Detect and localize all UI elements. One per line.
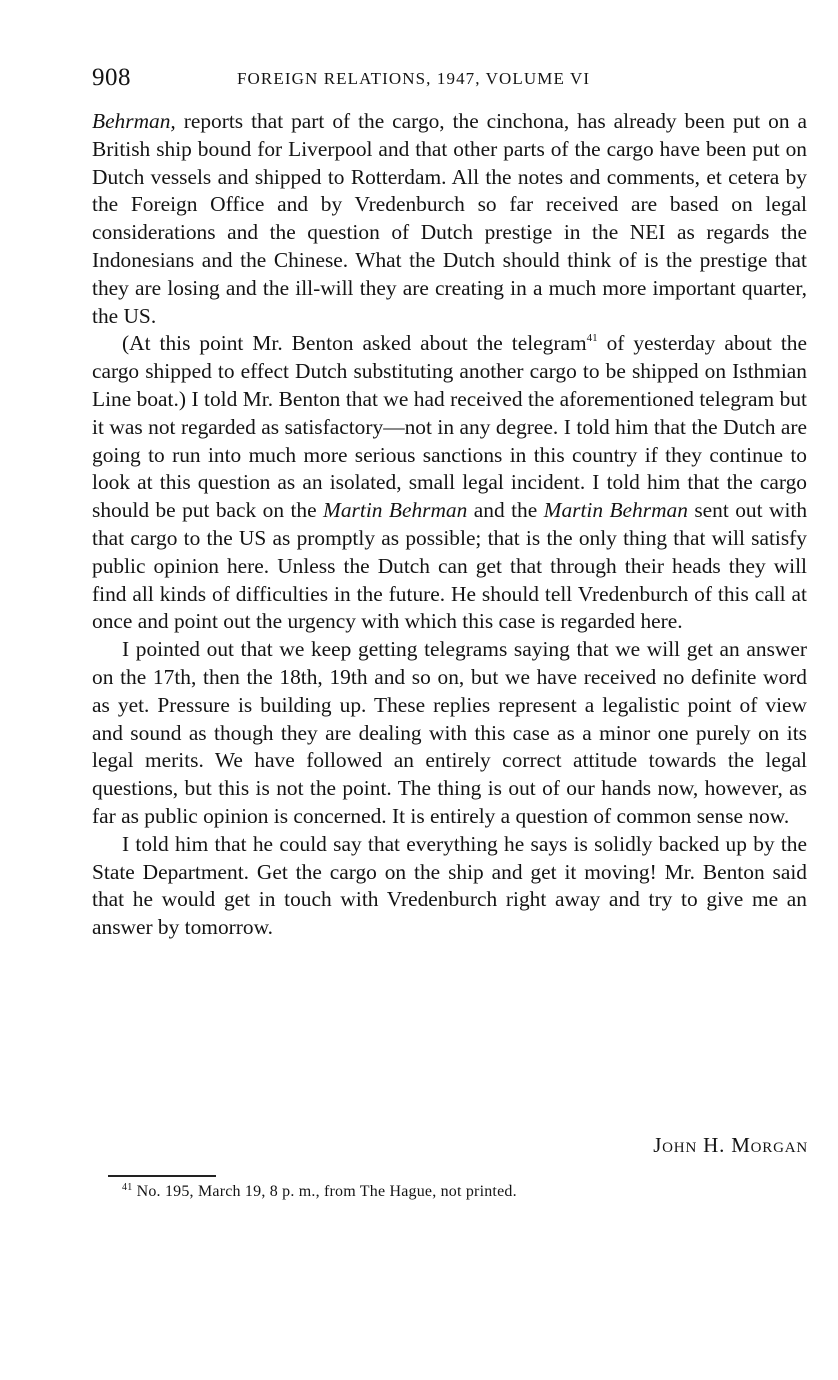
ship-name-italic: Martin Behrman: [323, 498, 468, 523]
paragraph-1-text: reports that part of the cargo, the cinchona, has already been put on a British ship bound for Liverpool and that other parts of the cargo have been put on Dutch vessels and shipped to Rotterdam. All the notes and comments, et cetera by the Foreign Office and by Vredenburch so far received are based on legal considerations and the question of Dutch prestige in the NEI as regards the Indonesians and the Chinese. What the Dutch should think of is the prestige that they are losing and the ill-will they are creating in a much more important quarter, the US.: [92, 109, 807, 328]
footnote-marker: 41: [122, 1182, 133, 1193]
footnote-reference[interactable]: 41: [586, 332, 598, 345]
signature: John H. Morgan: [653, 1133, 808, 1157]
paragraph-2-text-a: (At this point Mr. Benton asked about the telegram: [122, 331, 587, 356]
running-head: FOREIGN RELATIONS, 1947, VOLUME VI: [237, 69, 591, 88]
paragraph-4: I told him that he could say that everything he says is solidly backed up by the State Department. Get the cargo on the ship and get it moving! Mr. Benton said that he would get in touch with Vredenburch right away and try to give me an answer by tomorrow.: [92, 831, 807, 940]
paragraph-3: I pointed out that we keep getting telegrams saying that we will get an answer on the 17th, then the 18th, 19th and so on, but we have received no definite word as yet. Pressure is building up. These replies represent a legalistic point of view and sound as though they are dealing with this case as a minor one purely on its legal merits. We have followed an entirely correct attitude towards the legal questions, but this is not the point. The thing is out of our hands now, however, as far as public opinion is concerned. It is entirely a question of common sense now.: [92, 637, 807, 828]
footnote: [122, 1183, 517, 1201]
paragraph-1: [92, 108, 807, 330]
paragraph-2-text-d: sent out with that cargo to the US as promptly as possible; that is the only thing that will satisfy public opinion here. Unless the Dutch can get that through their heads they will find all kinds of difficulties in the future. He should tell Vredenburch of this call at once and point out the urgency with which this case is regarded here.: [92, 498, 808, 634]
page-number: 908: [92, 64, 131, 91]
ship-name-italic: Martin Behrman: [543, 498, 688, 523]
ship-name-italic: Behrman,: [92, 109, 176, 133]
paragraph-2-text-c: and the: [467, 498, 544, 523]
document-body: [92, 108, 807, 942]
page-header: [92, 64, 807, 96]
paragraph-2: [92, 330, 807, 636]
footnote-divider: [108, 1175, 216, 1177]
footnote-text: No. 195, March 19, 8 p. m., from The Hague, not printed.: [132, 1183, 517, 1200]
paragraph-2-text-b: of yesterday about the cargo shipped to effect Dutch substituting another cargo to be shipped on Isthmian Line boat.) I told Mr. Benton that we had received the aforementioned telegram but it was not regarded as satisfactory—not in any degree. I told him that the Dutch are going to run into much more serious sanctions in this country if they continue to look at this question as an isolated, small legal incident. I told him that the cargo should be put back on the: [92, 331, 807, 523]
